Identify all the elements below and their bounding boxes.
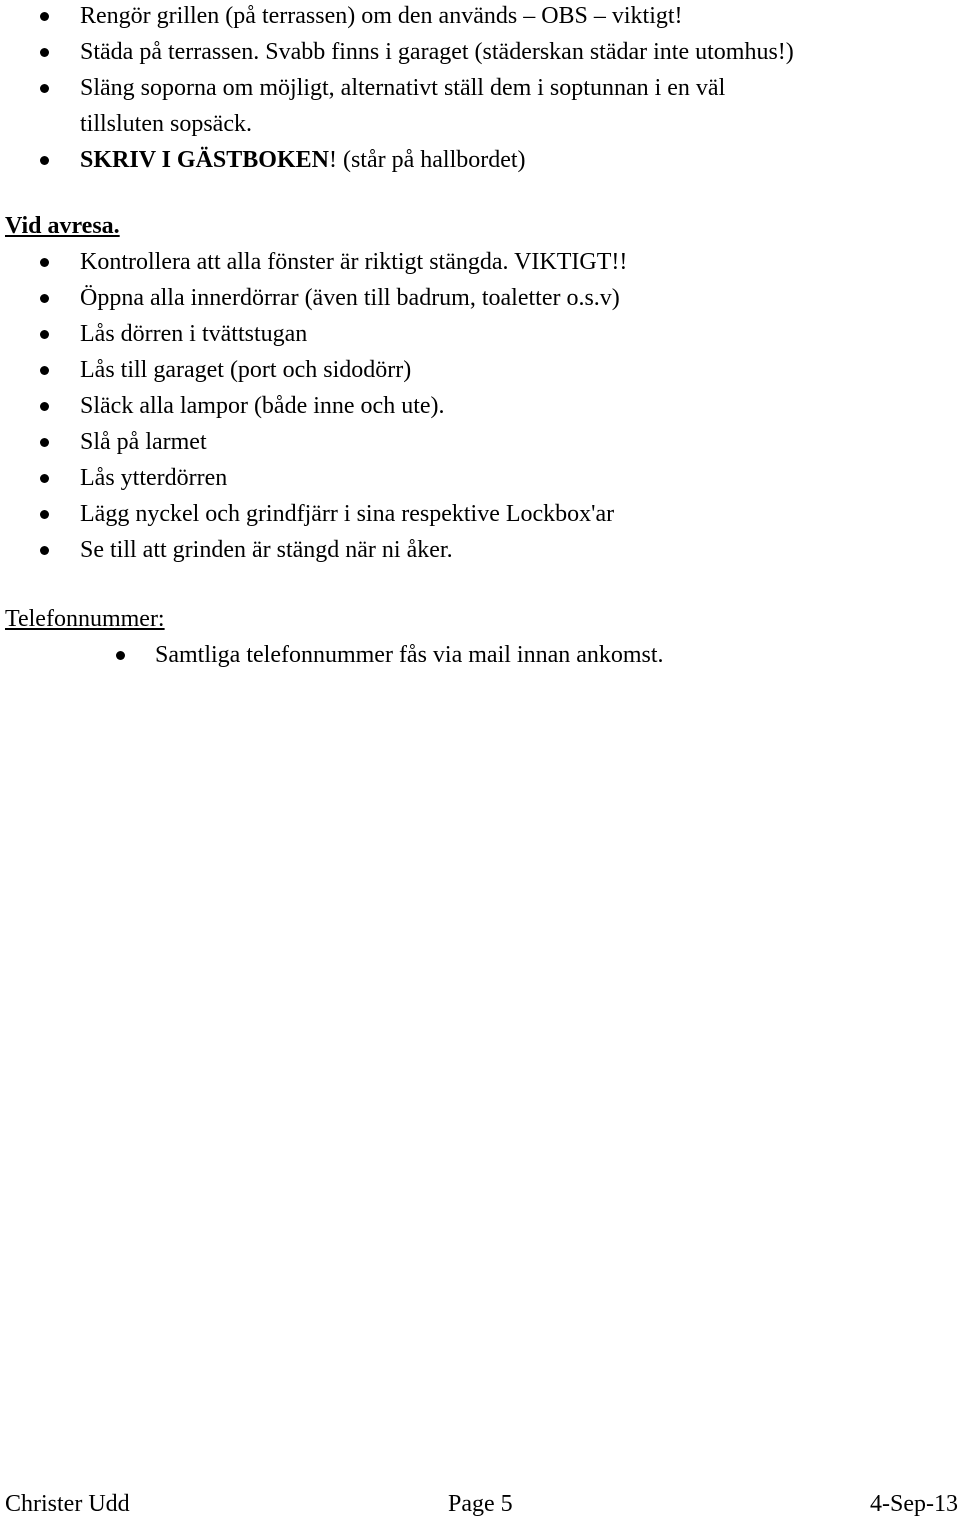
list-item-text: Kontrollera att alla fönster är riktigt stängda. VIKTIGT!! <box>80 249 628 275</box>
list-item <box>0 0 794 34</box>
list-item-text: Lås till garaget (port och sidodörr) <box>80 357 412 383</box>
list-item <box>0 496 627 532</box>
list-item-text: Samtliga telefonnummer fås via mail innan ankomst. <box>155 642 664 668</box>
list-item <box>0 352 627 388</box>
list-item <box>0 34 794 70</box>
list-item-text: Slå på larmet <box>80 429 207 455</box>
list-item-text-continued: tillsluten sopsäck. <box>80 111 252 137</box>
bullet-icon <box>40 258 49 267</box>
bullet-icon <box>40 12 49 21</box>
cleanup-list <box>0 0 794 178</box>
guestbook-emphasis: SKRIV I GÄSTBOKEN <box>80 147 329 173</box>
bullet-icon <box>40 546 49 555</box>
bullet-icon <box>40 366 49 375</box>
bullet-icon <box>40 402 49 411</box>
bullet-icon <box>40 84 49 93</box>
bullet-icon <box>40 294 49 303</box>
phone-list <box>0 637 664 673</box>
page-footer <box>0 1486 960 1522</box>
bullet-icon <box>40 474 49 483</box>
list-item <box>0 388 627 424</box>
list-item <box>0 244 627 280</box>
departure-list <box>0 244 627 568</box>
bullet-icon <box>40 438 49 447</box>
footer-date: 4-Sep-13 <box>870 1491 958 1517</box>
list-item-text: Lås ytterdörren <box>80 465 228 491</box>
list-item-text: Rengör grillen (på terrassen) om den används – OBS – viktigt! <box>80 3 683 29</box>
bullet-icon <box>40 510 49 519</box>
list-item-text: Lås dörren i tvättstugan <box>80 321 308 347</box>
list-item <box>0 424 627 460</box>
list-item-text: Se till att grinden är stängd när ni åker. <box>80 537 453 563</box>
list-item <box>0 460 627 496</box>
bullet-icon <box>116 651 125 660</box>
list-item-text: Släng soporna om möjligt, alternativt ställ dem i soptunnan i en väl <box>80 75 726 101</box>
list-item-text: Lägg nyckel och grindfjärr i sina respektive Lockbox'ar <box>80 501 615 527</box>
footer-page-number: Page 5 <box>448 1491 513 1517</box>
phone-heading: Telefonnummer: <box>5 606 165 632</box>
departure-heading: Vid avresa. <box>5 213 120 239</box>
list-item <box>0 280 627 316</box>
bullet-icon <box>40 48 49 57</box>
bullet-icon <box>40 156 49 165</box>
list-item-text: Släck alla lampor (både inne och ute). <box>80 393 445 419</box>
footer-author: Christer Udd <box>5 1491 130 1517</box>
list-item <box>0 532 627 568</box>
guestbook-note: ! (står på hallbordet) <box>328 147 526 173</box>
list-item <box>0 637 664 673</box>
bullet-icon <box>40 330 49 339</box>
list-item <box>0 142 794 178</box>
list-item-text: Städa på terrassen. Svabb finns i garaget (städerskan städar inte utomhus!) <box>80 39 794 65</box>
list-item <box>0 70 794 142</box>
list-item-text: Öppna alla innerdörrar (även till badrum, toaletter o.s.v) <box>80 285 620 311</box>
list-item <box>0 316 627 352</box>
